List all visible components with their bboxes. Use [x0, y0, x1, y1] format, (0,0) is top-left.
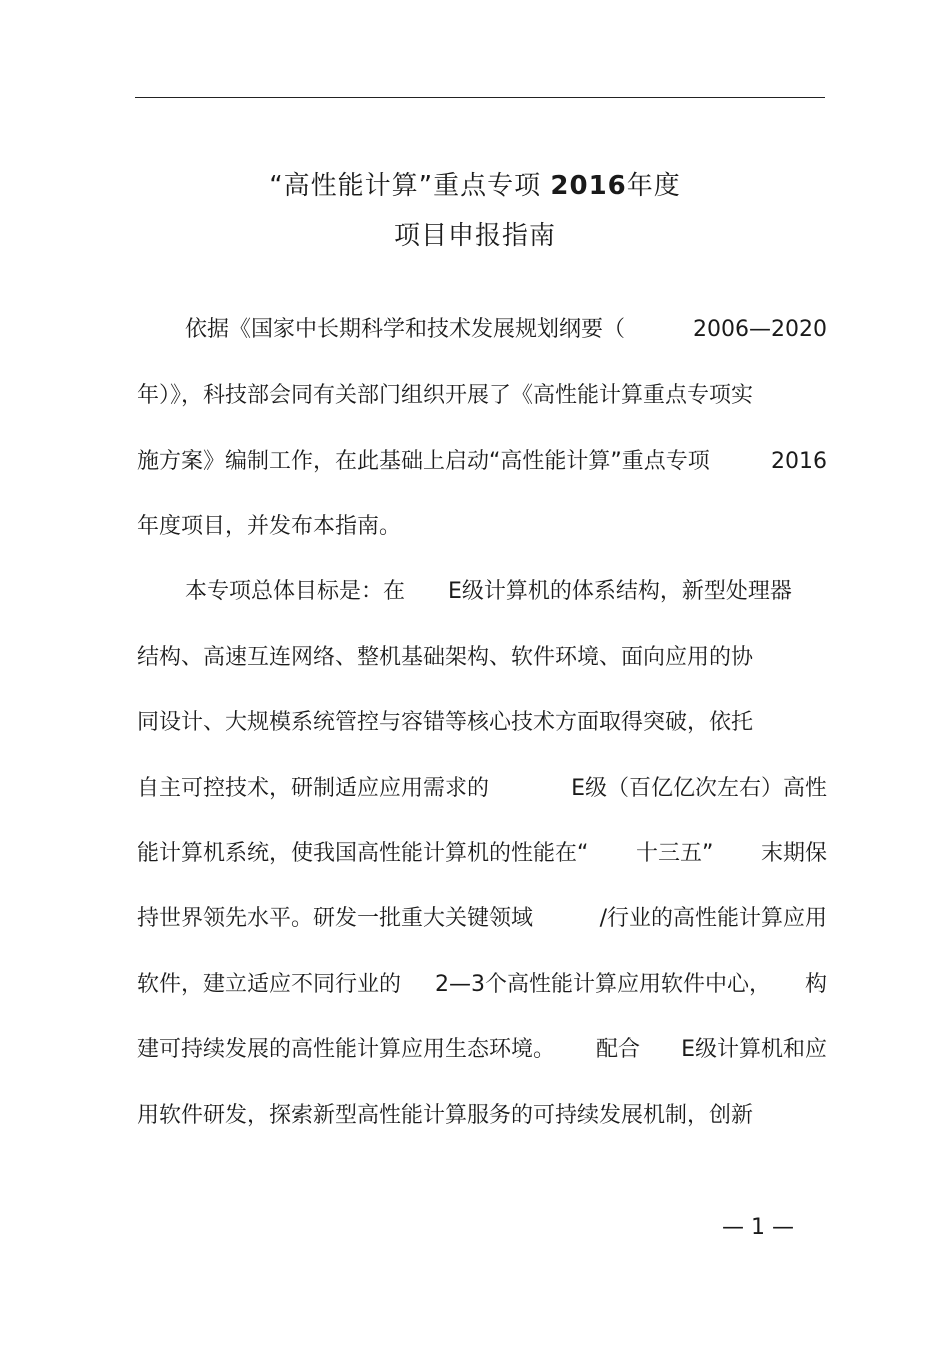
text-segment: 持世界领先水平。研发一批重大关键领域 [137, 906, 534, 931]
page-number: — 1 — [722, 1215, 794, 1240]
text-segment: 软件，建立适应不同行业的 [137, 972, 402, 997]
text-segment: 同设计、大规模系统管控与容错等核心技术方面取得突破，依托 [137, 710, 754, 735]
text-segment: 十三五” [635, 841, 714, 866]
title-text-a: “高性能计算”重点专项 [269, 171, 542, 201]
body-line [137, 1102, 827, 1130]
body-line [137, 971, 827, 999]
body-line [137, 775, 827, 803]
text-segment: 年）》，科技部会同有关部门组织开展了《高性能计算重点专项实 [137, 383, 754, 408]
body-line [137, 840, 827, 868]
body-line [137, 382, 827, 410]
body-line [137, 905, 827, 933]
body-line [137, 448, 827, 476]
title-text-b: 年度 [626, 171, 681, 201]
text-segment: 2006—2020 [693, 317, 827, 342]
text-segment: 配合 [596, 1037, 641, 1062]
text-segment: 依据《国家中长期科学和技术发展规划纲要（ [185, 317, 626, 342]
text-segment: 年度项目，并发布本指南。 [137, 514, 402, 539]
body-line [137, 1036, 827, 1064]
text-segment: 建可持续发展的高性能计算应用生态环境。 [137, 1037, 556, 1062]
body-line [137, 644, 827, 672]
text-segment: 能计算机系统，使我国高性能计算机的性能在“ [137, 841, 589, 866]
text-segment: 本专项总体目标是：在 [185, 579, 406, 604]
text-segment: 末期保 [760, 841, 827, 866]
body-line [185, 316, 827, 344]
header-rule [135, 97, 825, 98]
title-year: 2016 [550, 171, 627, 201]
text-segment: 施方案》编制工作，在此基础上启动“高性能计算”重点专项 [137, 449, 710, 474]
text-segment: 用软件研发，探索新型高性能计算服务的可持续发展机制，创新 [137, 1103, 754, 1128]
text-segment: E级（百亿亿次左右）高性 [571, 776, 827, 801]
text-segment: 自主可控技术，研制适应应用需求的 [137, 776, 490, 801]
body-line [137, 513, 827, 541]
text-segment: 构 [804, 972, 827, 997]
text-segment: 2016 [771, 449, 827, 474]
text-segment: /行业的高性能计算应用 [599, 906, 827, 931]
text-segment: E级计算机的体系结构，新型处理器 [448, 579, 792, 604]
text-segment: 2—3个高性能计算应用软件中心， [435, 972, 771, 997]
body-line [137, 709, 827, 737]
text-segment: 结构、高速互连网络、整机基础架构、软件环境、面向应用的协 [137, 645, 754, 670]
body-line [185, 578, 827, 606]
document-title [0, 171, 950, 201]
document-subtitle: 项目申报指南 [393, 221, 556, 251]
text-segment: E级计算机和应 [681, 1037, 827, 1062]
